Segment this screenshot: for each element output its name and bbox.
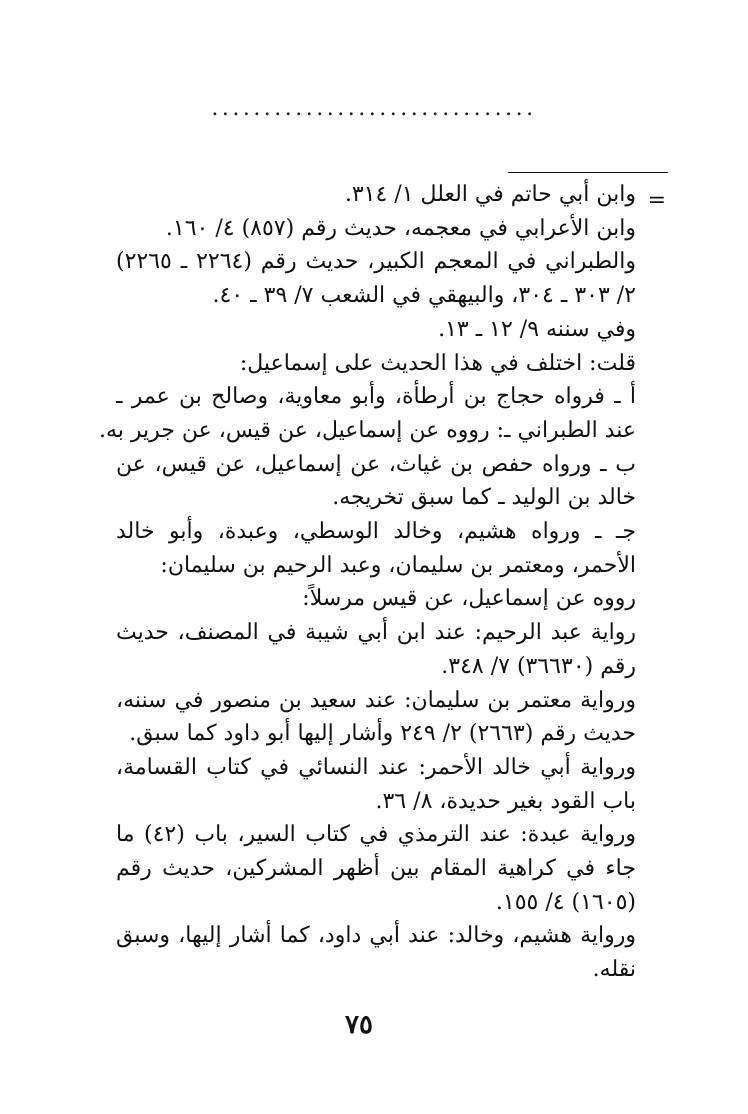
text-line: قلت: اختلف في هذا الحديث على إسماعيل: [239, 350, 636, 376]
footnote-body [98, 178, 636, 987]
text-line: ب ـ ورواه حفص بن غياث، عن إسماعيل، عن قيس، عن [116, 451, 636, 477]
text-line: عند الطبراني ـ: رووه عن إسماعيل، عن قيس، عن جرير به. [98, 417, 636, 443]
text-line: رقم (٣٦٦٣٠) ٧/ ٣٤٨. [441, 653, 636, 679]
text-line: ورواية أبي خالد الأحمر: عند النسائي في كتاب القسامة، [116, 754, 636, 780]
text-line: جـ ـ ورواه هشيم، وخالد الوسطي، وعبدة، وأبو خالد [116, 519, 636, 545]
header-dot-leader: ............................... [211, 96, 537, 121]
text-line: وفي سننه ٩/ ١٢ ـ ١٣. [438, 316, 636, 342]
text-line: نقله. [592, 957, 636, 983]
text-line: رواية عبد الرحيم: عند ابن أبي شيبة في المصنف، حديث [116, 620, 636, 646]
text-line: وابن أبي حاتم في العلل ١/ ٣١٤. [344, 182, 636, 207]
text-line: باب القود بغير حديدة، ٨/ ٣٦. [375, 788, 636, 814]
text-line: ورواية هشيم، وخالد: عند أبي داود، كما أشار إليها، وسبق [116, 923, 636, 949]
text-line: وابن الأعرابي في معجمه، حديث رقم (٨٥٧) ٤/ ١٦٠. [165, 215, 636, 241]
text-line: جاء في كراهية المقام بين أظهر المشركين، حديث رقم [116, 856, 636, 882]
text-line: خالد بن الوليد ـ كما سبق تخريجه. [332, 485, 636, 511]
text-line: والطبراني في المعجم الكبير، حديث رقم (٢٢٦٤ ـ ٢٢٦٥) [116, 249, 636, 275]
text-line: الأحمر، ومعتمر بن سليمان، وعبد الرحيم بن سليمان: [160, 552, 636, 578]
text-line: رووه عن إسماعيل، عن قيس مرسلاً: [302, 586, 636, 612]
text-line: (١٦٠٥) ٤/ ١٥٥. [495, 889, 636, 915]
text-line: ورواية معتمر بن سليمان: عند سعيد بن منصور في سننه، [116, 687, 636, 713]
continuation-mark: = [647, 188, 666, 213]
text-line: ٢/ ٣٠٣ ـ ٣٠٤، والبيهقي في الشعب ٧/ ٣٩ ـ ٤٠. [212, 283, 636, 309]
footnote-separator [508, 172, 668, 173]
page-number: ٧٥ [345, 1010, 373, 1040]
text-line: حديث رقم (٢٦٦٣) ٢/ ٢٤٩ وأشار إليها أبو داود كما سبق. [129, 721, 636, 747]
text-line: ورواية عبدة: عند الترمذي في كتاب السير، باب (٤٢) ما [116, 822, 636, 848]
text-line: أ ـ فرواه حجاج بن أرطأة، وأبو معاوية، وصالح بن عمر ـ [116, 384, 636, 410]
